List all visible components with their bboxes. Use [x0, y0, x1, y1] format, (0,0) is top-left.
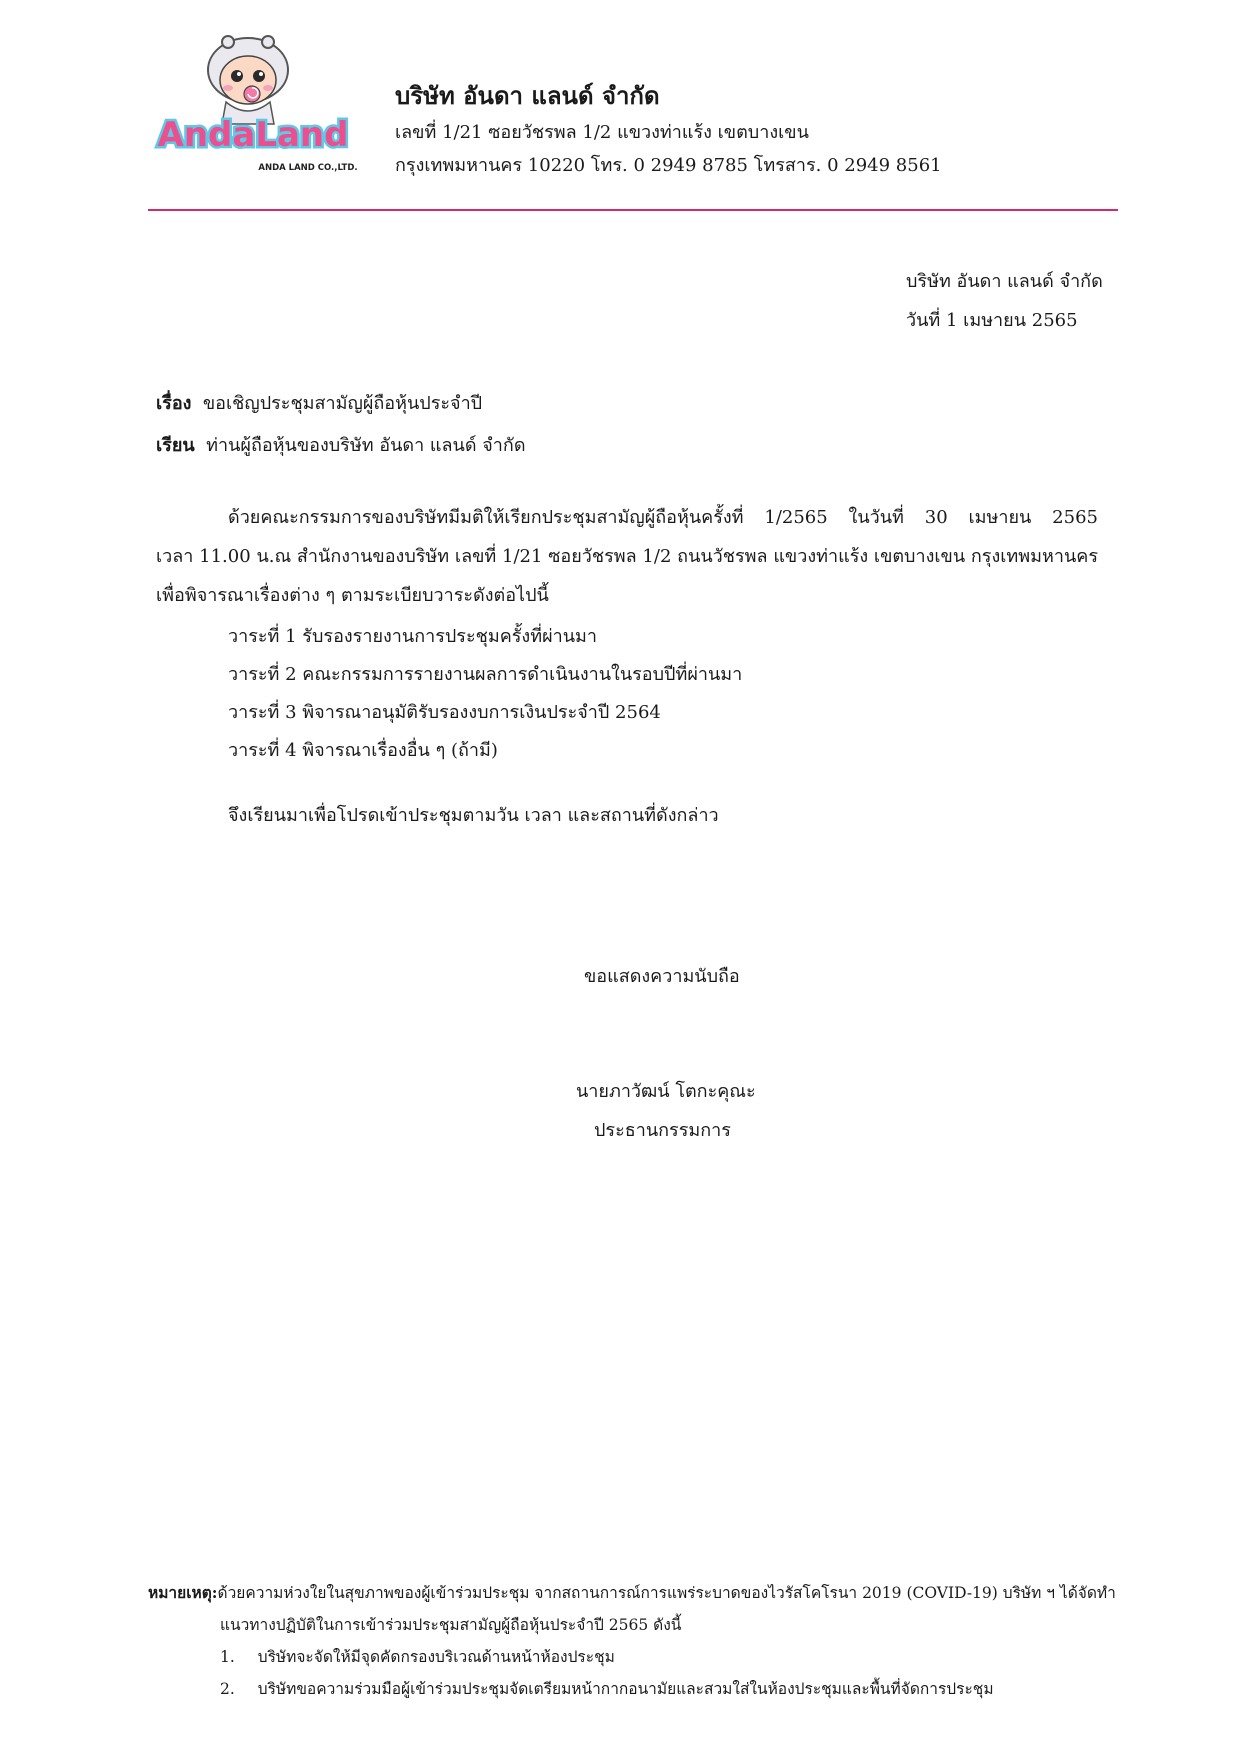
- footnote-item-2: [220, 1676, 994, 1701]
- closing-line: จึงเรียนมาเพื่อโปรดเข้าประชุมตามวัน เวลา และสถานที่ดังกล่าว: [228, 805, 719, 826]
- subject-line: [156, 388, 482, 417]
- company-name: บริษัท อันดา แลนด์ จำกัด: [395, 81, 660, 110]
- subject-label: เรื่อง: [156, 393, 192, 414]
- agenda-item-1: วาระที่ 1 รับรองรายงานการประชุมครั้งที่ผ่านมา: [228, 626, 598, 647]
- letterhead-divider: [148, 209, 1118, 211]
- signatory-name: นายภาวัฒน์ โตกะคุณะ: [576, 1081, 756, 1102]
- letter-date: วันที่ 1 เมษายน 2565: [906, 310, 1078, 331]
- logo-graphic: [148, 28, 358, 178]
- recipient-label: เรียน: [156, 435, 195, 456]
- signature-salutation: ขอแสดงความนับถือ: [584, 966, 740, 987]
- footnote-line-2: แนวทางปฏิบัติในการเข้าร่วมประชุมสามัญผู้ถือหุ้นประจำปี 2565 ดังนี้: [220, 1616, 682, 1634]
- body-paragraph-line-2: เวลา 11.00 น.ณ สำนักงานของบริษัท เลขที่ 1/21 ซอยวัชรพล 1/2 ถนนวัชรพล แขวงท่าแร้ง เขตบางเขน กรุงเทพมหานคร: [156, 546, 1098, 567]
- recipient-line: [156, 430, 526, 459]
- footnote-label: หมายเหตุ:: [148, 1583, 218, 1602]
- sender-company: บริษัท อันดา แลนด์ จำกัด: [906, 271, 1103, 292]
- agenda-item-3: วาระที่ 3 พิจารณาอนุมัติรับรองงบการเงินประจำปี 2564: [228, 702, 661, 723]
- footnote-item-1: [220, 1644, 615, 1669]
- body-paragraph-line-3: เพื่อพิจารณาเรื่องต่าง ๆ ตามระเบียบวาระดังต่อไปนี้: [156, 585, 549, 606]
- agenda-item-4: วาระที่ 4 พิจารณาเรื่องอื่น ๆ (ถ้ามี): [228, 740, 498, 761]
- footnote-item-number: 2.: [220, 1680, 235, 1698]
- footnote-item-text: บริษัทขอความร่วมมือผู้เข้าร่วมประชุมจัดเตรียมหน้ากากอนามัยและสวมใส่ในห้องประชุมและพื้นที่จัดการประชุม: [257, 1680, 994, 1698]
- company-logo: [148, 28, 358, 178]
- logo-subtitle: ANDA LAND CO.,LTD.: [258, 163, 358, 173]
- footnote-line-1: [148, 1580, 1116, 1605]
- recipient-text: ท่านผู้ถือหุ้นของบริษัท อันดา แลนด์ จำกัด: [206, 435, 526, 456]
- agenda-item-2: วาระที่ 2 คณะกรรมการรายงานผลการดำเนินงานในรอบปีที่ผ่านมา: [228, 664, 743, 685]
- footnote-text-1: ด้วยความห่วงใยในสุขภาพของผู้เข้าร่วมประชุม จากสถานการณ์การแพร่ระบาดของไวรัสโคโรนา 2019 (COVID-19) บริษัท ฯ ได้จัดทำ: [217, 1584, 1116, 1602]
- footnote-item-number: 1.: [220, 1648, 235, 1666]
- signatory-title: ประธานกรรมการ: [594, 1120, 731, 1141]
- company-address-line-1: เลขที่ 1/21 ซอยวัชรพล 1/2 แขวงท่าแร้ง เขตบางเขน: [395, 122, 809, 143]
- logo-wordmark: AndaLand: [157, 115, 349, 155]
- footnote-item-text: บริษัทจะจัดให้มีจุดคัดกรองบริเวณด้านหน้าห้องประชุม: [257, 1648, 615, 1666]
- body-paragraph-line-1: ด้วยคณะกรรมการของบริษัทมีมติให้เรียกประชุมสามัญผู้ถือหุ้นครั้งที่ 1/2565 ในวันที่ 30 เมษายน 2565: [228, 507, 1098, 528]
- company-address-line-2: กรุงเทพมหานคร 10220 โทร. 0 2949 8785 โทรสาร. 0 2949 8561: [395, 155, 942, 176]
- subject-text: ขอเชิญประชุมสามัญผู้ถือหุ้นประจำปี: [202, 393, 483, 414]
